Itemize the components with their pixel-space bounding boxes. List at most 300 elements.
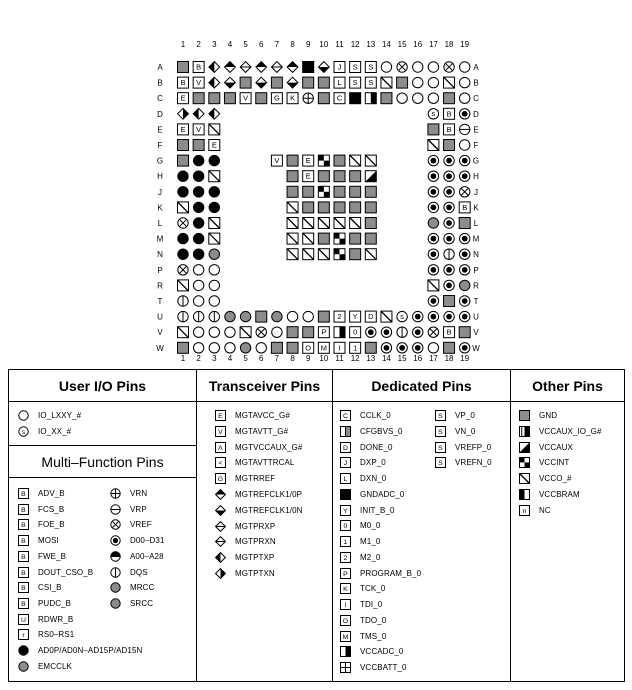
legend-item [340,505,395,516]
legend-item-label: VCCBATT_0 [360,663,407,672]
legend-item-label: MGTAVTT_G# [235,426,289,436]
pin [193,265,203,275]
row-letter: M [156,234,164,244]
row-letter: F [473,141,479,150]
box-B-icon [18,551,29,562]
pin [444,265,454,275]
pin [209,327,219,337]
pin [256,311,267,322]
pin [178,327,189,338]
pin [444,342,455,353]
row-letter: G [472,156,480,166]
svg-text:S: S [438,428,443,436]
pin [287,186,298,197]
pin [334,93,345,104]
box-O-icon [340,615,351,626]
pin [271,93,282,104]
pin [240,311,250,321]
pin [209,249,219,259]
pin [459,202,470,213]
legend-item-label: SRCC [130,598,154,608]
column-number: 6 [259,354,264,363]
legend-item [340,536,380,547]
legend-item [340,568,421,579]
diamond-right-icon [215,568,226,579]
pin [209,124,220,135]
box-P-icon [340,568,351,579]
legend-item-label: VCCBRAM [539,490,580,499]
legend-item [215,426,288,437]
pin [444,155,454,165]
pin [303,171,314,182]
legend-item-label: CSI_B [38,583,62,593]
row-letter: D [473,109,479,119]
pin [413,93,423,103]
pin [397,62,407,72]
pin [193,62,204,73]
pin [193,327,203,337]
multi-function-title: Multi–Function Pins [9,445,196,478]
pin [428,140,439,151]
pin [428,187,438,197]
pin [209,93,220,104]
row-letter: W [472,343,480,353]
legend-item [18,645,142,656]
pin [460,265,470,275]
legend-item-label: DXN_0 [360,474,387,483]
circle-vbar-icon [110,567,121,578]
pin [381,93,392,104]
pin [350,77,361,88]
svg-text:O: O [305,343,312,353]
pin [193,311,203,321]
pin [178,77,189,88]
pin [444,249,454,259]
pin [365,249,376,260]
user-io-title: User I/O Pins [9,370,196,402]
pin [193,124,204,135]
pin [178,108,189,119]
pin [209,343,219,353]
box-B-icon [18,519,29,530]
column-number: 14 [381,354,391,363]
pin [318,342,329,353]
svg-text:J: J [337,62,342,72]
pin [318,311,329,322]
box-I-icon [340,599,351,610]
pin [428,327,438,337]
svg-text:1: 1 [353,343,358,353]
pin [334,327,345,338]
legend-item-label: GND [539,411,558,420]
legend-item [18,426,71,437]
pin [460,93,470,103]
pin [209,202,219,212]
pin [428,93,438,103]
pin [318,93,329,104]
svg-text:D: D [368,312,374,322]
legend-item-label: VN_0 [455,426,476,436]
pin [287,249,298,260]
pin [303,249,314,260]
pin [303,77,314,88]
pin [334,155,345,166]
legend-item [110,598,153,609]
svg-text:B: B [446,327,452,337]
column-number: 6 [259,40,264,49]
column-number: 3 [212,354,217,363]
legend-item-label: MGTAVCC_G# [235,411,290,420]
svg-text:S: S [438,444,443,452]
pin [287,93,298,104]
pin [178,155,189,166]
pin [460,155,470,165]
legend-item-label: ADV_B [38,489,65,498]
circle-s-icon [18,426,29,437]
pin [365,202,376,213]
svg-text:B: B [21,537,26,545]
pin [209,108,220,119]
grey-circle-icon [18,661,29,672]
pin [413,311,423,321]
diamond-line-icon [215,536,226,547]
column-number: 19 [460,354,470,363]
legend-item-label: MOSI [38,536,59,546]
column-number: 7 [274,40,280,49]
legend-item [519,410,557,421]
pin [460,187,470,197]
column-number: 2 [196,40,201,49]
svg-text:Λ: Λ [218,444,223,452]
pin [193,280,203,290]
pin-legend [8,369,625,682]
legend-item [519,457,569,468]
pin [397,311,407,321]
pin [225,77,236,88]
column-number: 4 [227,354,233,363]
pin [428,233,438,243]
legend-item-label: VCCO_# [539,474,572,484]
legend-item [435,442,491,453]
circle-icon [18,410,29,421]
legend-item-label: IO_LXXY_# [38,411,82,420]
pin [178,342,189,353]
pin [209,62,220,73]
pin [413,62,423,72]
legend-item-label: A00–A28 [130,551,164,561]
legend-item [340,552,380,563]
pin [428,311,438,321]
pin [350,311,361,322]
user-io-section [9,370,197,681]
svg-text:B: B [462,202,468,212]
svg-text:Y: Y [352,312,358,322]
svg-text:B: B [21,584,26,592]
legend-item [215,410,290,421]
legend-item [18,567,93,578]
svg-text:0: 0 [353,327,358,337]
legend-item [340,457,386,468]
half-circle-icon [110,551,121,562]
box-1-icon [340,536,351,547]
other-title: Other Pins [511,370,624,402]
box-V-icon [215,426,226,437]
svg-text:C: C [336,93,343,103]
svg-text:E: E [180,124,186,134]
legend-item-label: DQS [130,567,148,577]
legend-item [519,442,573,453]
svg-text:K: K [290,93,296,103]
svg-text:V: V [218,428,223,436]
svg-text:L: L [343,475,348,483]
pin [381,311,392,322]
box-slash-icon [519,473,530,484]
pin [334,342,345,353]
pin [209,280,219,290]
legend-item [340,442,393,453]
row-letter: A [157,63,163,72]
pin [178,62,189,73]
row-letter: U [473,312,479,322]
column-number: 13 [366,40,376,49]
legend-item-label: TMS_0 [360,631,387,641]
svg-text:B: B [21,506,26,514]
pin [287,155,298,166]
svg-text:E: E [211,140,217,150]
column-number: 13 [366,354,376,363]
svg-text:B: B [21,600,26,608]
pin [225,327,235,337]
pin [240,327,251,338]
column-number: 16 [413,354,423,363]
pin [193,249,203,259]
pin [303,155,314,166]
row-letter: T [473,297,479,306]
box-halfv-icon [519,489,530,500]
box-halfblack-icon [340,646,351,657]
column-number: 17 [428,40,438,49]
box-black-icon [340,489,351,500]
svg-text:0: 0 [343,523,348,531]
legend-item [110,519,152,530]
pin [287,77,298,88]
box-B-icon [18,504,29,515]
pin [350,93,361,104]
legend-item-label: M0_0 [360,521,381,531]
pin [178,171,188,181]
pin [318,218,329,229]
legend-item [18,629,74,640]
column-number: 7 [274,354,280,363]
legend-item [435,457,492,468]
pin [193,343,203,353]
pin [193,108,204,119]
legend-item-label: PROGRAM_B_0 [360,568,422,578]
pin [428,218,438,228]
pin [444,218,454,228]
row-letter: L [473,219,479,228]
circle-minus-icon [110,504,121,515]
pin [428,265,438,275]
pin [350,155,361,166]
legend-item [18,551,66,562]
box-cross-icon [340,662,351,673]
legend-item [110,551,164,562]
pin [303,186,314,197]
legend-item-label: TCK_0 [360,584,386,594]
box-L-icon [340,473,351,484]
diamond-line-icon [215,521,226,532]
box-G-icon [215,473,226,484]
pin [365,342,376,353]
legend-item-label: VCCINT [539,458,570,468]
legend-item-label: MRCC [130,583,155,593]
legend-item-label: D00–D31 [130,536,165,546]
row-letter: V [473,328,479,338]
svg-text:G: G [274,93,280,103]
svg-text:S: S [352,78,358,88]
pin [193,233,203,243]
legend-item [215,536,276,547]
svg-text:J: J [343,460,348,468]
pin [303,311,313,321]
pin [193,140,204,151]
svg-text:I: I [338,343,341,353]
box-diag-icon [519,442,530,453]
box-K-icon [340,583,351,594]
pin [256,343,266,353]
pin [365,62,376,73]
column-number: 11 [335,40,344,49]
pin [334,311,345,322]
box-E-icon [215,410,226,421]
pin [413,343,423,353]
legend-item-label: VCCAUX [539,442,573,452]
box-B-icon [18,535,29,546]
box-0-icon [340,520,351,531]
legend-item-label: FCS_B [38,504,65,514]
legend-item [340,662,407,673]
pin [178,140,189,151]
pin [366,327,376,337]
svg-text:D: D [342,444,349,452]
legend-item-label: DXP_0 [360,458,386,468]
pin [413,327,423,337]
pin [428,280,439,291]
pin [459,218,470,229]
pin [178,265,188,275]
grey-circle-icon [110,598,121,609]
pin [460,311,470,321]
svg-text:S: S [438,460,443,468]
pin [209,187,219,197]
legend-item-label: MGTPRXP [235,521,276,531]
pin [334,186,345,197]
pin [350,186,361,197]
column-number: 4 [227,40,233,49]
pin [287,327,298,338]
column-number: 5 [243,40,248,49]
pin [256,62,267,73]
row-letter: P [157,265,163,275]
diamond-bottom-icon [215,505,226,516]
row-letter: H [473,172,479,182]
pin [460,233,470,243]
legend-item-label: RS0–RS1 [38,630,75,640]
pin [460,171,470,181]
pin [334,62,345,73]
legend-item-label: DOUT_CSO_B [38,567,94,577]
legend-item [110,582,154,593]
row-letter: L [157,219,163,228]
column-number: 9 [305,354,311,363]
box-M-icon [340,631,351,642]
legend-item [340,426,403,437]
svg-text:O: O [342,617,349,625]
legend-item-label: TDO_0 [360,615,387,625]
pin [397,343,407,353]
row-letter: N [157,250,163,260]
legend-item-label: IO_XX_# [38,427,72,436]
svg-text:B: B [180,78,186,88]
svg-text:K: K [343,586,348,594]
pin [318,186,329,197]
circle-plus-icon [110,488,121,499]
pin [460,77,470,87]
pin [334,202,345,213]
column-number: 9 [305,40,311,49]
dedicated-title: Dedicated Pins [333,370,510,402]
pin [444,171,454,181]
pin [460,124,470,134]
legend-item-label: GNDADC_0 [360,489,405,499]
legend-item-label: MGTPRXN [235,537,276,547]
pin [272,311,282,321]
legend-item [215,521,275,532]
svg-text:B: B [21,490,26,498]
svg-text:U: U [20,616,27,624]
svg-text:2: 2 [337,312,342,322]
column-number: 17 [428,354,438,363]
svg-text:E: E [305,156,311,166]
row-letter: C [157,94,163,104]
svg-text:P: P [321,327,327,337]
pin [334,249,345,260]
pin [225,311,235,321]
row-letter: A [473,63,479,72]
pin [287,233,298,244]
svg-text:r: r [22,632,25,640]
pin [209,171,220,182]
pin [272,327,282,337]
pin [460,140,470,150]
pin [178,187,188,197]
column-number: 3 [212,40,217,49]
legend-item [18,598,71,609]
legend-item-label: VP_0 [455,411,475,420]
pin [209,233,220,244]
box-S-icon [435,457,446,468]
diamond-left-icon [215,552,226,563]
box-C-icon [340,410,351,421]
row-letter: J [158,187,162,197]
pin [178,124,189,135]
svg-text:B: B [446,124,452,134]
pin [350,233,361,244]
legend-item-label: VREFP_0 [455,442,492,452]
legend-item [18,504,64,515]
pin [350,218,361,229]
